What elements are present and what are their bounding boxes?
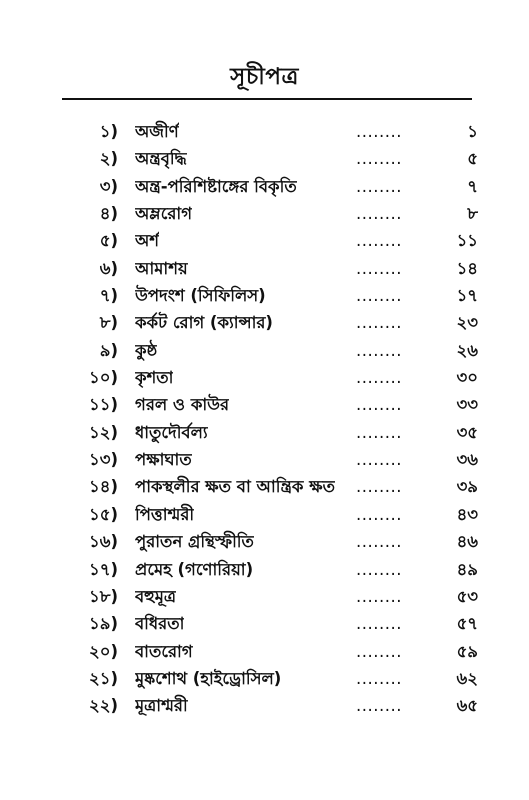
toc-row: [0, 446, 529, 473]
toc-row: [0, 610, 529, 637]
entry-page-number: ৫৭: [456, 614, 478, 634]
entry-title: বহুমূত্র: [135, 586, 177, 606]
entry-title: অজীর্ণ: [135, 122, 179, 141]
entry-page-number: ৩৬: [456, 450, 478, 470]
dot-leader: ........: [356, 204, 402, 224]
entry-page-number: ৩৫: [456, 422, 478, 442]
entry-page-number: ৪৩: [456, 504, 478, 524]
entry-title: অর্শ: [135, 231, 160, 251]
entry-page-number: ১১: [456, 231, 478, 251]
entry-title: প্রমেহ (গণোরিয়া): [135, 559, 254, 579]
entry-title: উপদংশ (সিফিলিস): [135, 286, 266, 306]
entry-title: আমাশয়: [135, 258, 188, 278]
entry-page-number: ২৬: [456, 340, 478, 360]
entry-page-number: ৩০: [456, 368, 478, 388]
entry-page-number: ৮: [467, 204, 478, 224]
dot-leader: ........: [356, 149, 402, 169]
entry-title: মূত্রাশ্মরী: [135, 696, 188, 716]
toc-row: [0, 255, 529, 282]
toc-row: [0, 145, 529, 172]
dot-leader: ........: [356, 586, 402, 606]
entry-page-number: ১৭: [456, 286, 478, 306]
dot-leader: ........: [356, 668, 402, 688]
entry-number: ৫): [99, 231, 118, 251]
entry-page-number: ৬২: [456, 668, 478, 688]
entry-number: ২০): [89, 641, 118, 661]
entry-number: ২১): [89, 668, 118, 688]
entry-number: ১০): [89, 368, 118, 388]
dot-leader: ........: [356, 395, 402, 415]
entry-number: ২২): [89, 696, 118, 716]
toc-row: [0, 282, 529, 309]
entry-page-number: ৫: [467, 149, 478, 169]
entry-page-number: ৭: [467, 176, 478, 196]
toc-row: [0, 227, 529, 254]
toc-row: [0, 638, 529, 665]
entry-number: ৩): [99, 176, 118, 196]
title-divider: [62, 98, 472, 100]
entry-title: বধিরতা: [135, 614, 185, 634]
entry-title: পক্ষাঘাত: [135, 450, 192, 470]
entry-page-number: ৪৬: [456, 532, 478, 552]
entry-page-number: ১: [467, 122, 478, 141]
dot-leader: ........: [356, 258, 402, 278]
entry-number: ১৬): [89, 532, 118, 552]
dot-leader: ........: [356, 176, 402, 196]
toc-row: [0, 556, 529, 583]
toc-row: [0, 528, 529, 555]
entry-title: পাকস্থলীর ক্ষত বা আন্ত্রিক ক্ষত: [135, 477, 335, 497]
entry-page-number: ৩৩: [456, 395, 478, 415]
dot-leader: ........: [356, 122, 402, 141]
entry-page-number: ১৪: [456, 258, 478, 278]
toc-row: [0, 473, 529, 500]
entry-title: মুষ্কশোথ (হাইড্রোসিল): [135, 668, 282, 688]
dot-leader: ........: [356, 450, 402, 470]
toc-row: [0, 309, 529, 336]
dot-leader: ........: [356, 286, 402, 306]
entry-number: ১১): [89, 395, 118, 415]
toc-row: [0, 391, 529, 418]
entry-number: ১৩): [89, 450, 118, 470]
entry-title: অন্ত্রবৃদ্ধি: [135, 149, 187, 169]
entry-page-number: ২৩: [456, 313, 478, 333]
toc-row: [0, 337, 529, 364]
toc-row: [0, 200, 529, 227]
entry-number: ৯): [99, 340, 118, 360]
entry-number: ১৯): [89, 614, 118, 634]
entry-number: ১৭): [89, 559, 118, 579]
toc-row: [0, 665, 529, 692]
entry-number: ১৪): [89, 477, 118, 497]
entry-page-number: ৬৫: [456, 696, 478, 716]
toc-row: [0, 419, 529, 446]
dot-leader: ........: [356, 231, 402, 251]
dot-leader: ........: [356, 368, 402, 388]
entry-page-number: ৫৯: [456, 641, 478, 661]
entry-title: কৃশতা: [135, 368, 174, 388]
toc-row: [0, 501, 529, 528]
entry-title: পুরাতন গ্রন্থিস্ফীতি: [135, 532, 254, 552]
dot-leader: ........: [356, 614, 402, 634]
entry-number: ৬): [99, 258, 118, 278]
entry-title: পিত্তাশ্মরী: [135, 504, 195, 524]
entry-title: অম্লরোগ: [135, 204, 193, 224]
table-of-contents: [0, 118, 529, 720]
dot-leader: ........: [356, 532, 402, 552]
entry-page-number: ৪৯: [456, 559, 478, 579]
dot-leader: ........: [356, 641, 402, 661]
dot-leader: ........: [356, 313, 402, 333]
entry-page-number: ৫৩: [456, 586, 478, 606]
dot-leader: ........: [356, 422, 402, 442]
entry-number: ১২): [89, 422, 118, 442]
toc-row: [0, 173, 529, 200]
page-title: সূচীপত্র: [230, 64, 299, 90]
dot-leader: ........: [356, 477, 402, 497]
toc-row: [0, 364, 529, 391]
entry-title: ধাতুদৌর্বল্য: [135, 422, 208, 442]
dot-leader: ........: [356, 504, 402, 524]
entry-number: ২): [99, 149, 118, 169]
entry-number: ৪): [99, 204, 118, 224]
toc-row: [0, 118, 529, 145]
toc-row: [0, 583, 529, 610]
entry-number: ৭): [99, 286, 118, 306]
toc-row: [0, 692, 529, 719]
dot-leader: ........: [356, 340, 402, 360]
dot-leader: ........: [356, 696, 402, 716]
entry-title: অন্ত্র-পরিশিষ্টাঙ্গের বিকৃতি: [135, 176, 297, 196]
entry-number: ১): [99, 122, 118, 141]
entry-page-number: ৩৯: [456, 477, 478, 497]
entry-number: ১৫): [89, 504, 118, 524]
entry-title: কুষ্ঠ: [135, 340, 158, 360]
entry-title: গরল ও কাউর: [135, 395, 230, 415]
dot-leader: ........: [356, 559, 402, 579]
entry-number: ১৮): [89, 586, 118, 606]
entry-title: বাতরোগ: [135, 641, 193, 661]
entry-number: ৮): [99, 313, 118, 333]
entry-title: কর্কট রোগ (ক্যান্সার): [135, 313, 273, 333]
